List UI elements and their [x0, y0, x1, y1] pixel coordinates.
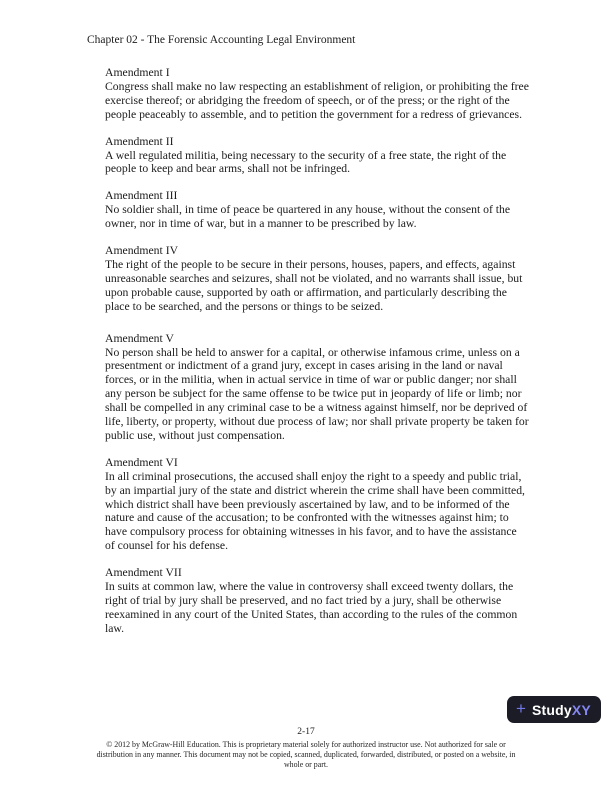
section-heading: Amendment IV — [105, 244, 179, 258]
section-body: No soldier shall, in time of peace be quartered in any house, without the consent of the owner, nor in time of war, but in a manner to be prescribed by law. — [105, 203, 511, 231]
plus-icon: + — [516, 699, 526, 718]
document-body — [105, 66, 529, 649]
section-heading: Amendment VII — [105, 566, 182, 580]
section-body: No person shall be held to answer for a capital, or otherwise infamous crime, unless on a presentment or indictment of a grand jury, except in cases arising in the land or naval forces, or in the militia, when in actual service in time of war or public danger; nor shall any person be subject for the same offense to be twice put in jeopardy of life or limb; nor shall be compelled in any criminal case to be a witness against himself, nor be deprived of life, liberty, or property, without due process of law; nor shall private property be taken for public use, without just compensation. — [105, 345, 529, 442]
brand-name-primary: Study — [531, 701, 572, 718]
amendment-section-3 — [105, 189, 529, 231]
section-body: Congress shall make no law respecting an establishment of religion, or prohibiting the free exercise thereof; or abridging the freedom of speech, or of the press; or the right of the people peaceably to assemble, and to petition the government for a redress of grievances. — [105, 79, 529, 121]
amendment-section-4 — [105, 244, 529, 314]
section-body: The right of the people to be secure in their persons, houses, papers, and effects, against unreasonable searches and seizures, shall not be violated, and no warrants shall issue, but upon probable cause, supported by oath or affirmation, and particularly describing the place to be searched, and the persons or things to be seized. — [105, 257, 523, 313]
amendment-section-2 — [105, 135, 529, 177]
copyright-line: whole or part. — [283, 760, 329, 769]
section-heading: Amendment I — [105, 66, 170, 79]
amendment-section-7 — [105, 566, 529, 636]
amendment-section-1 — [105, 66, 529, 122]
page-footer — [0, 727, 612, 770]
amendment-section-6 — [105, 456, 529, 553]
studyxy-logo — [532, 703, 591, 717]
section-body: A well regulated militia, being necessary to the security of a free state, the right of the people to keep and bear arms, shall not be infringed. — [105, 148, 507, 176]
section-heading: Amendment VI — [105, 455, 178, 469]
amendment-section-5 — [105, 332, 529, 443]
studyxy-watermark-badge — [507, 696, 601, 723]
section-heading: Amendment V — [105, 331, 174, 345]
section-body: In all criminal prosecutions, the accused shall enjoy the right to a speedy and public trial, by an impartial jury of the state and district wherein the crime shall have been committed, which district shall have been previously ascertained by law, and to be informed of the nature and cause of the accusation; to be confronted with the witnesses against him; to have compulsory process for obtaining witnesses in his favor, and to have the assistance of counsel for his defense. — [105, 469, 525, 553]
copyright-line: © 2012 by McGraw-Hill Education. This is proprietary material solely for authorized instructor use. Not authorized for sale or — [106, 740, 506, 749]
page-header-title: Chapter 02 - The Forensic Accounting Legal Environment — [87, 34, 356, 46]
brand-name-accent: XY — [571, 701, 591, 718]
section-body: In suits at common law, where the value in controversy shall exceed twenty dollars, the right of trial by jury shall be preserved, and no fact tried by a jury, shall be otherwise reexamined in any court of the United States, than according to the rules of the common law. — [105, 580, 518, 635]
section-heading: Amendment III — [105, 189, 178, 203]
page-number: 2-17 — [297, 727, 315, 737]
copyright-notice — [0, 740, 612, 770]
section-heading: Amendment II — [105, 134, 174, 148]
copyright-line: distribution in any manner. This document may not be copied, scanned, duplicated, forwarded, distributed, or posted on a website, in — [96, 750, 516, 759]
